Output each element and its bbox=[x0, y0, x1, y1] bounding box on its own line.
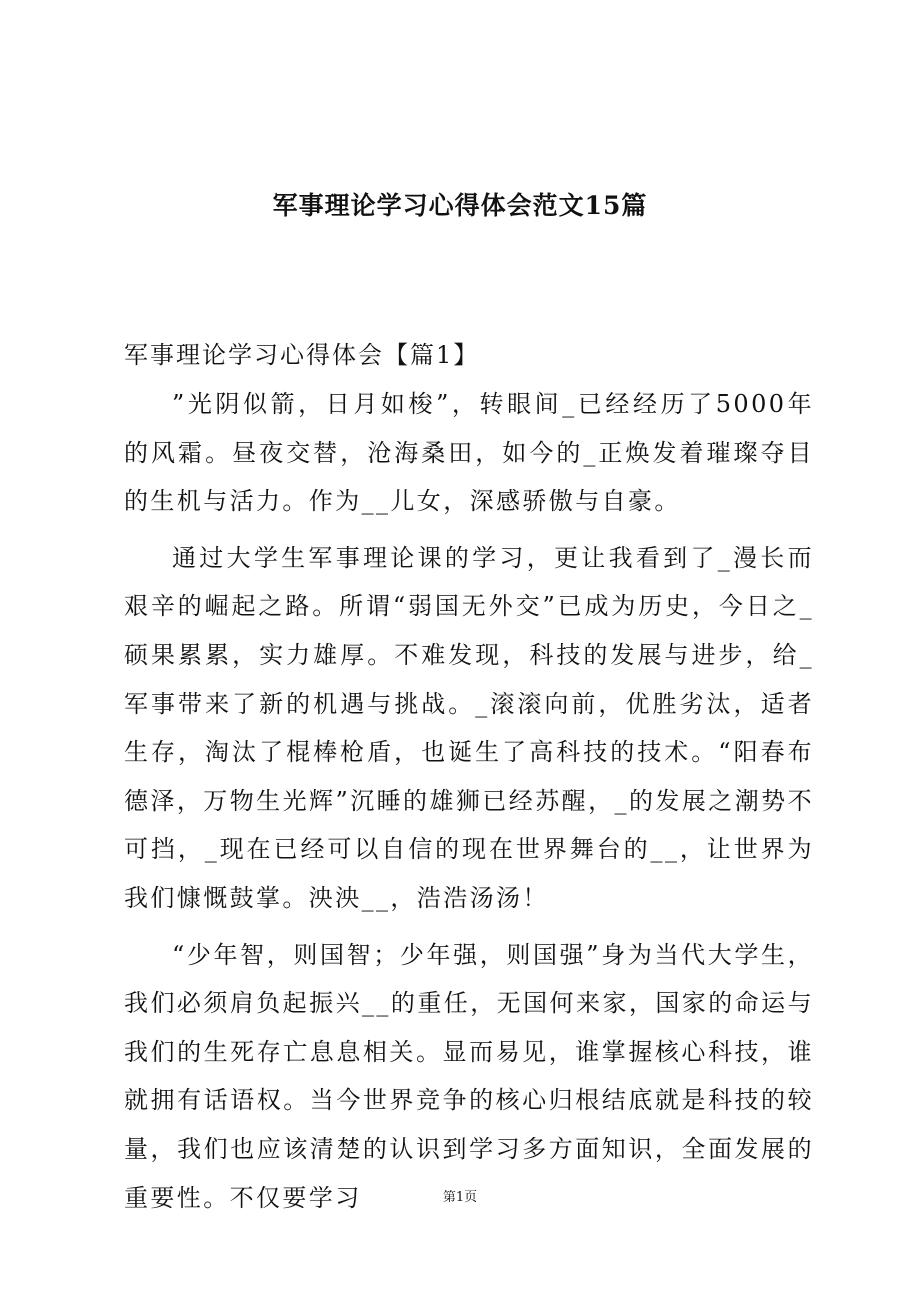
document-body bbox=[124, 380, 814, 1230]
paragraph: 通过大学生军事理论课的学习，更让我看到了_漫长而艰辛的崛起之路。所谓“弱国无外交”已成为历史，今日之_硕果累累，实力雄厚。不难发现，科技的发展与进步，给_军事带来了新的机遇与挑战。_滚滚向前，优胜劣汰，适者生存，淘汰了棍棒枪盾，也诞生了高科技的技术。“阳春布德泽，万物生光辉”沉睡的雄狮已经苏醒，_的发展之潮势不可挡，_现在已经可以自信的现在世界舞台的__，让世界为我们慷慨鼓掌。泱泱__，浩浩汤汤！ bbox=[124, 543, 814, 912]
section-heading: 军事理论学习心得体会【篇1】 bbox=[124, 341, 480, 369]
document-title: 军事理论学习心得体会范文15篇 bbox=[272, 191, 648, 220]
paragraph: ”光阴似箭，日月如梭”，转眼间_已经经历了5000年的风霜。昼夜交替，沧海桑田，如今的_正焕发着璀璨夺目的生机与活力。作为__儿女，深感骄傲与自豪。 bbox=[124, 390, 814, 516]
page-number: 第1页 bbox=[442, 1190, 478, 1205]
paragraph: “少年智，则国智；少年强，则国强”身为当代大学生，我们必须肩负起振兴__的重任，无国何来家，国家的命运与我们的生死存亡息息相关。显而易见，谁掌握核心科技，谁就拥有话语权。当今世界竞争的核心归根结底就是科技的较量，我们也应该清楚的认识到学习多方面知识，全面发展的重要性。不仅要学习 bbox=[124, 940, 814, 1212]
